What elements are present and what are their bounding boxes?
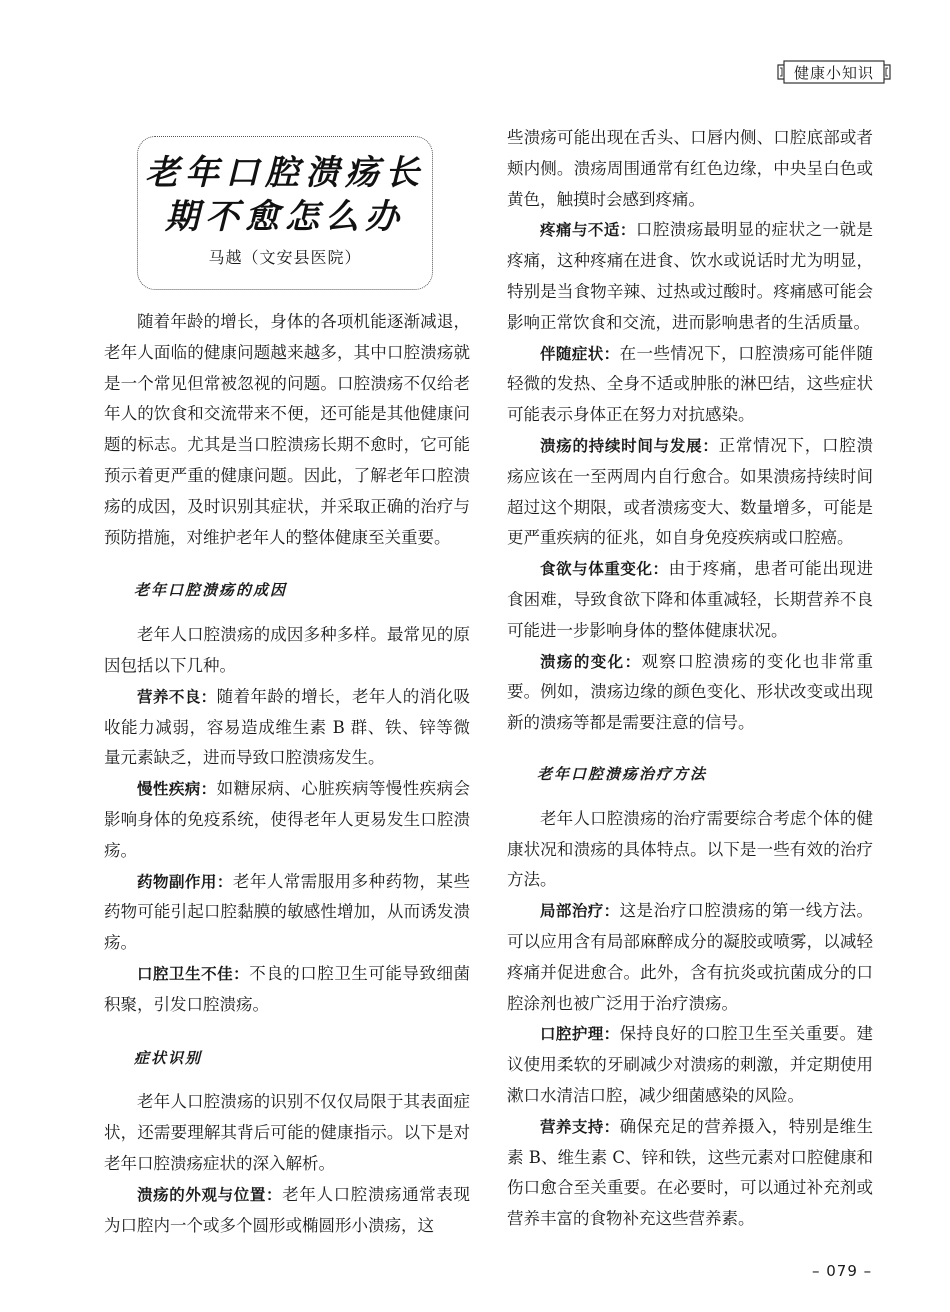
cause-text: 不良的口腔卫生可能导致细菌积聚，引发口腔溃疡。 [104,963,470,1014]
symptom-continuation: 些溃疡可能出现在舌头、口唇内侧、口腔底部或者颊内侧。溃疡周围通常有红色边缘，中央呈白色或黄色，触摸时会感到疼痛。 [507,128,873,209]
symptom-item [507,431,873,554]
symptom-text: 由于疼痛，患者可能出现进食困难，导致食欲下降和体重减轻，长期营养不良可能进一步影响身体的整体健康状况。 [507,559,873,640]
symptom-item [507,339,873,431]
left-column [104,307,470,1241]
treatment-intro: 老年人口腔溃疡的治疗需要综合考虑个体的健康状况和溃疡的具体特点。以下是一些有效的治疗方法。 [507,808,873,890]
cause-text: 老年人常需服用多种药物，某些药物可能引起口腔黏膜的敏感性增加，从而诱发溃疡。 [104,871,470,953]
treatment-label: 营养支持： [540,1117,620,1136]
cause-label: 口腔卫生不佳： [137,964,250,983]
symptom-label: 伴随症状： [540,344,620,363]
cause-item [104,959,470,1021]
cause-text: 如糖尿病、心脏疾病等慢性疾病会影响身体的免疫系统，使得老年人更易发生口腔溃疡。 [104,779,470,860]
cause-item [104,867,470,959]
title-box [137,136,433,290]
section-heading-treatment: 老年口腔溃疡治疗方法 [537,764,708,783]
symptom-text: 口腔溃疡最明显的症状之一就是疼痛，这种疼痛在进食、饮水或说话时尤为明显，特别是当食物辛辣、过热或过酸时。疼痛感可能会影响正常饮食和交流，进而影响患者的生活质量。 [507,220,873,332]
symptom-label: 食欲与体重变化： [540,560,669,579]
cause-item [104,682,470,774]
symptom-label: 溃疡的外观与位置： [137,1185,283,1204]
symptom-text: 在一些情况下，口腔溃疡可能伴随轻微的发热、全身不适或肿胀的淋巴结，这些症状可能表示身体正在努力对抗感染。 [507,343,873,425]
article-title-line2: 期不愈怎么办 [165,197,405,237]
treatment-text: 这是治疗口腔溃疡的第一线方法。可以应用含有局部麻醉成分的凝胶或喷雾，以减轻疼痛并促进愈合。此外，含有抗炎或抗菌成分的口腔涂剂也被广泛用于治疗溃疡。 [507,901,873,1013]
section-tag-label: 健康小知识 [793,63,874,82]
symptom-label: 溃疡的持续时间与发展： [540,436,719,455]
page-number: – 079 – [812,1262,873,1280]
symptom-label: 溃疡的变化： [540,652,642,671]
treatment-text: 确保充足的营养摄入，特别是维生素 B、维生素 C、锌和铁，这些元素对口腔健康和伤口愈合至关重要。在必要时，可以通过补充剂或营养丰富的食物补充这些营养素。 [507,1116,873,1229]
section-heading-causes: 老年口腔溃疡的成因 [134,581,288,600]
cause-label: 药物副作用： [137,872,233,891]
article-author: 马越（文安县医院） [208,248,362,267]
treatment-item [507,1019,873,1111]
cause-item [104,774,470,866]
treatment-text: 保持良好的口腔卫生至关重要。建议使用柔软的牙刷减少对溃疡的刺激，并定期使用漱口水清洁口腔，减少细菌感染的风险。 [507,1024,873,1105]
right-column [507,123,873,1235]
treatment-label: 局部治疗： [540,902,620,921]
cause-label: 营养不良： [137,687,217,706]
symptom-item [507,554,873,646]
cause-text: 随着年龄的增长，老年人的消化吸收能力减弱，容易造成维生素 B 群、铁、锌等微量元素缺乏，进而导致口腔溃疡发生。 [104,686,470,768]
symptom-text: 正常情况下，口腔溃疡应该在一至两周内自行愈合。如果溃疡持续时间超过这个期限，或者溃疡变大、数量增多，可能是更严重疾病的征兆，如自身免疫疾病或口腔癌。 [507,435,873,548]
symptom-item [104,1180,470,1242]
treatment-item [507,1112,873,1235]
causes-intro: 老年人口腔溃疡的成因多种多样。最常见的原因包括以下几种。 [104,625,470,675]
treatment-item [507,896,873,1019]
cause-label: 慢性疾病： [137,780,217,799]
symptom-text: 老年人口腔溃疡通常表现为口腔内一个或多个圆形或椭圆形小溃疡，这 [104,1184,470,1235]
symptom-label: 疼痛与不适： [540,221,636,240]
symptom-text: 观察口腔溃疡的变化也非常重要。例如，溃疡边缘的颜色变化、形状改变或出现新的溃疡等都是需要注意的信号。 [507,651,873,733]
symptoms-intro: 老年人口腔溃疡的识别不仅仅局限于其表面症状，还需要理解其背后可能的健康指示。以下是对老年口腔溃疡症状的深入解析。 [104,1092,470,1173]
article-title-line1: 老年口腔溃疡长 [145,153,425,193]
intro-paragraph: 随着年龄的增长，身体的各项机能逐渐减退，老年人面临的健康问题越来越多，其中口腔溃疡就是一个常见但常被忽视的问题。口腔溃疡不仅给老年人的饮食和交流带来不便，还可能是其他健康问题的标志。尤其是当口腔溃疡长期不愈时，它可能预示着更严重的健康问题。因此，了解老年口腔溃疡的成因，及时识别其症状，并采取正确的治疗与预防措施，对维护老年人的整体健康至关重要。 [104,312,470,547]
symptom-item [507,647,873,739]
treatment-label: 口腔护理： [540,1025,620,1044]
section-tag [776,59,892,85]
section-heading-symptoms: 症状识别 [134,1048,203,1067]
symptom-item [507,215,873,338]
